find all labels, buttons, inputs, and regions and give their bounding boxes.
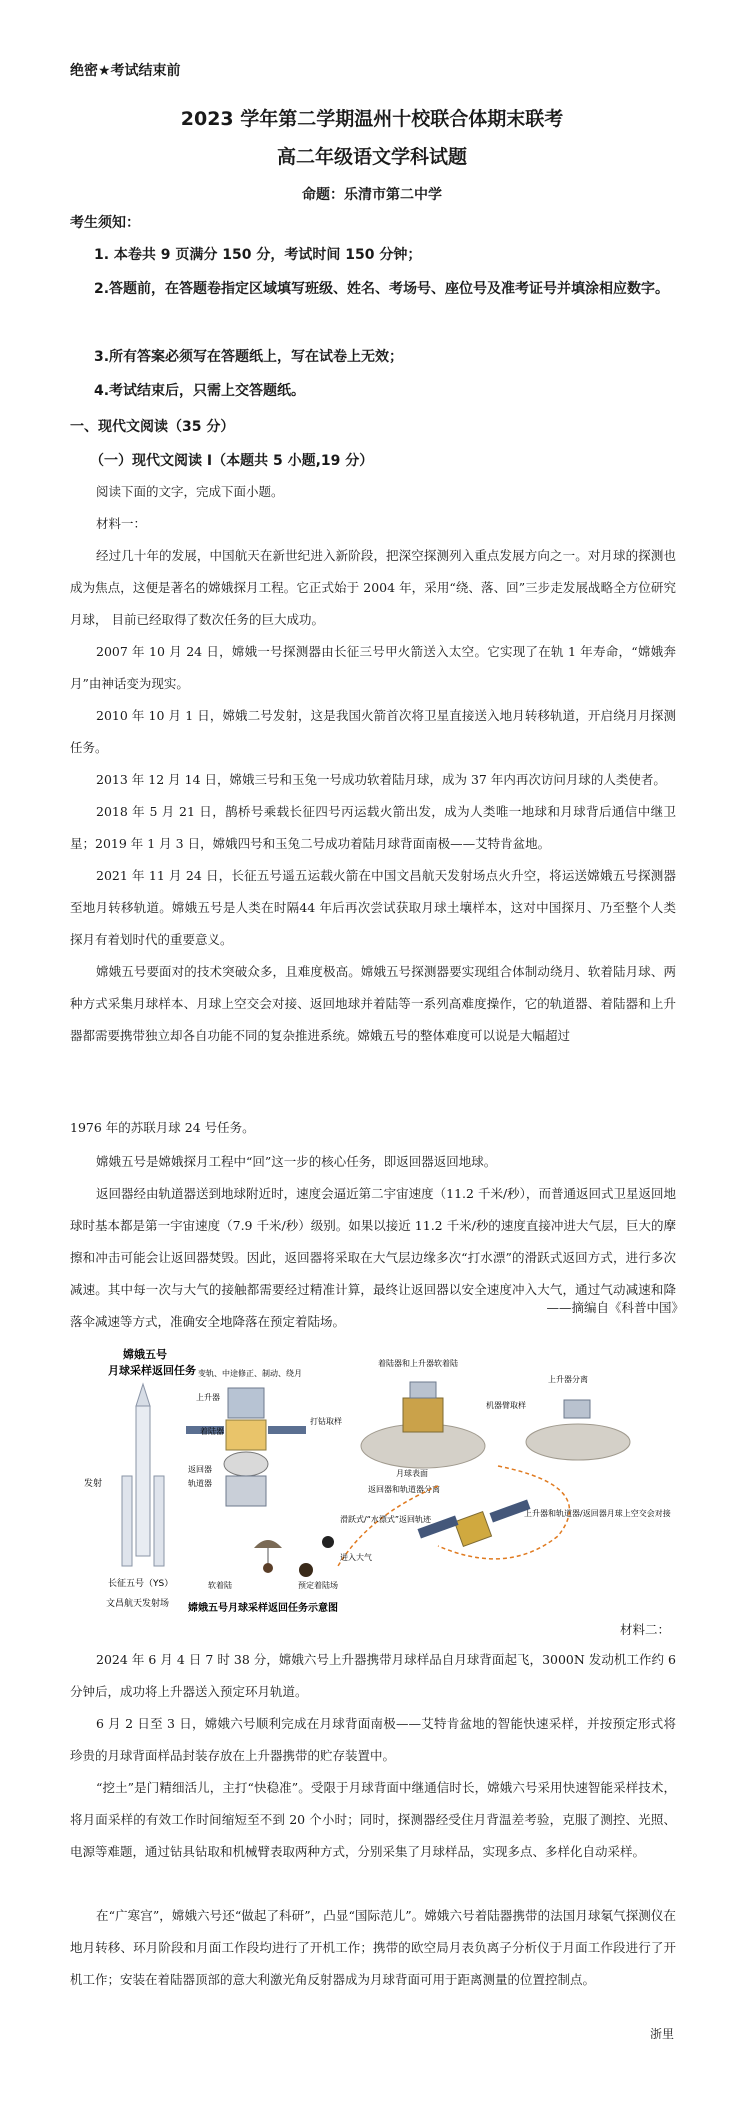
confidential-label: 绝密★考试结束前 [70, 63, 181, 79]
paragraph: 嫦娥五号要面对的技术突破众多，且难度极高。嫦娥五号探测器要实现组合体制动绕月、软着陆月球、两种方式采集月球样本、月球上空交会对接、返回地球并着陆等一系列高难度操作，它的轨道器、着陆器和上升器都需要携带独立却各自功能不同的复杂推进系统。嫦娥五号的整体难度可以说是大幅超过 [70, 964, 676, 1043]
paragraph: 返回器经由轨道器送到地球附近时，速度会逼近第二宇宙速度（11.2 千米/秒），而普通返回式卫星返回地球时基本都是第一宇宙速度（7.9 千米/秒）级别。如果以接近 11.2 千米/秒的速度直接冲进大气层，巨大的摩擦和冲击可能会让返回器焚毁。因此，返回器将采取在大气层边缘多次“打水漂”的滑跃式返回方式，进行多次减速。其中每一次与大气的接触都需要经过精准计算，最终让返回器以安全速度冲入大气，通过气动减速和降落伞减速等方式，准确安全地降落在预定着陆场。 [70, 1186, 676, 1329]
notice-item: 4.考试结束后，只需上交答题纸。 [94, 383, 306, 399]
material-label: 材料二： [620, 1622, 671, 1637]
notice-item: 3.所有答案必须写在答题纸上，写在试卷上无效； [94, 349, 404, 365]
notice-item: 2.答题前，在答题卷指定区域填写班级、姓名、考场号、座位号及准考证号并填涂相应数字。 [94, 281, 670, 297]
rocket-icon [122, 1384, 164, 1566]
paragraph: “挖土”是门精细活儿，主打“快稳准”。受限于月球背面中继通信时长，嫦娥六号采用快速智能采样技术，将月面采样的有效工作时间缩短至不到 20 个小时；同时，探测器经受住月背温差考验，克服了测控、光照、电源等难题，通过钻具钻取和机械臂表取两种方式，分别采集了月球样品，实现多点、多样化自动采样。 [70, 1780, 676, 1859]
earth-icon [299, 1536, 334, 1577]
notice-heading: 考生须知： [70, 215, 140, 231]
section-heading: 一、现代文阅读（35 分） [70, 419, 235, 435]
label-docking: 上升器和轨道器/返回器月球上空交会对接 [524, 1509, 671, 1518]
orbiter-icon [417, 1499, 530, 1546]
label-launch: 发射 [84, 1479, 103, 1489]
label-landed: 着陆器和上升器软着陆 [378, 1359, 458, 1368]
label-surface: 月球表面 [396, 1469, 428, 1478]
notice-item: 1. 本卷共 9 页满分 150 分，考试时间 150 分钟； [94, 247, 422, 263]
label-site: 文昌航天发射场 [106, 1599, 170, 1609]
footer-text: 浙里 [649, 2027, 674, 2041]
material-label: 材料一： [96, 516, 147, 531]
paragraph: 2021 年 11 月 24 日，长征五号遥五运载火箭在中国文昌航天发射场点火升空，将运送嫦娥五号探测器至地月转移轨道。嫦娥五号是人类在时隔44 年后再次尝试获取月球土壤样本，这对中国探月、乃至整个人类探月有着划时代的重要意义。 [70, 868, 676, 947]
label-ascend-sep: 上升器分离 [548, 1375, 588, 1384]
diagram-caption: 嫦娥五号月球采样返回任务示意图 [188, 1603, 338, 1614]
exam-author: 命题：乐清市第二中学 [302, 187, 442, 203]
label-returner: 返回器 [188, 1465, 212, 1474]
diagram-subtitle: 月球采样返回任务 [108, 1364, 196, 1377]
label-landing-site: 预定着陆场 [298, 1581, 338, 1590]
paragraph: 在“广寒宫”，嫦娥六号还“做起了科研”，凸显“国际范儿”。嫦娥六号着陆器携带的法国月球氡气探测仪在地月转移、环月阶段和月面工作段均进行了开机工作；携带的欧空局月表负离子分析仪于月面工作段进行了开机工作；安装在着陆器顶部的意大利激光角反射器成为月球背面可用于距离测量的位置控制点。 [70, 1908, 676, 1987]
instruction: 阅读下面的文字，完成下面小题。 [96, 484, 284, 499]
diagram-title: 嫦娥五号 [123, 1348, 167, 1361]
paragraph: 2024 年 6 月 4 日 7 时 38 分，嫦娥六号上升器携带月球样品自月球背面起飞，3000N 发动机工作约 6 分钟后，成功将上升器送入预定环月轨道。 [70, 1652, 676, 1699]
label-rocket: 长征五号（YS） [108, 1579, 174, 1589]
label-ascender: 上升器 [196, 1393, 220, 1402]
label-skip-return: 滑跃式/“水漂式”返回轨迹 [340, 1515, 431, 1524]
paragraph: 2013 年 12 月 14 日，嫦娥三号和玉兔一号成功软着陆月球，成为 37 年内再次访问月球的人类使者。 [96, 772, 666, 787]
paragraph: 2018 年 5 月 21 日，鹊桥号乘载长征四号丙运载火箭出发，成为人类唯一地球和月球背后通信中继卫星；2019 年 1 月 3 日，嫦娥四号和玉兔二号成功着陆月球背面南极——艾特肯盆地。 [70, 804, 676, 851]
paragraph: 经过几十年的发展，中国航天在新世纪进入新阶段，把深空探测列入重点发展方向之一。对月球的探测也成为焦点，这便是著名的嫦娥探月工程。它正式始于 2004 年，采用“绕、落、回”三步走发展战略全方位研究月球， 目前已经取得了数次任务的巨大成功。 [70, 548, 676, 627]
mission-diagram [78, 1336, 678, 1626]
paragraph-continuation: 1976 年的苏联月球 24 号任务。 [70, 1120, 255, 1135]
parachute-icon [254, 1540, 282, 1573]
exam-title: 2023 学年第二学期温州十校联合体期末联考 [180, 108, 564, 130]
label-arm: 机器臂取样 [486, 1401, 526, 1410]
source-citation: ——摘编自《科普中国》 [546, 1300, 684, 1315]
label-return-sep: 返回器和轨道器分离 [368, 1485, 440, 1494]
label-entry: 进入大气 [340, 1553, 372, 1562]
spacecraft-stack-icon [186, 1388, 306, 1506]
label-transfer: 变轨、中途修正、制动、绕月 [198, 1369, 302, 1378]
paragraph: 嫦娥五号是嫦娥探月工程中“回”这一步的核心任务，即返回器返回地球。 [96, 1154, 497, 1169]
paragraph: 6 月 2 日至 3 日，嫦娥六号顺利完成在月球背面南极——艾特肯盆地的智能快速采样，并按预定形式将珍贵的月球背面样品封装存放在上升器携带的贮存装置中。 [70, 1716, 676, 1763]
label-drill: 打钻取样 [310, 1417, 342, 1426]
paragraph: 2007 年 10 月 24 日，嫦娥一号探测器由长征三号甲火箭送入太空。它实现了在轨 1 年寿命，“嫦娥奔月”由神话变为现实。 [70, 644, 676, 691]
label-soft-landing: 软着陆 [208, 1581, 232, 1590]
label-orbiter: 轨道器 [188, 1479, 212, 1488]
paragraph: 2010 年 10 月 1 日，嫦娥二号发射，这是我国火箭首次将卫星直接送入地月转移轨道，开启绕月月探测任务。 [70, 708, 676, 755]
label-lander: 着陆器 [200, 1427, 224, 1436]
exam-subtitle: 高二年级语文学科试题 [276, 146, 467, 168]
subsection-heading: （一）现代文阅读 I（本题共 5 小题,19 分） [90, 453, 374, 469]
lunar-surface-icon [361, 1382, 630, 1468]
